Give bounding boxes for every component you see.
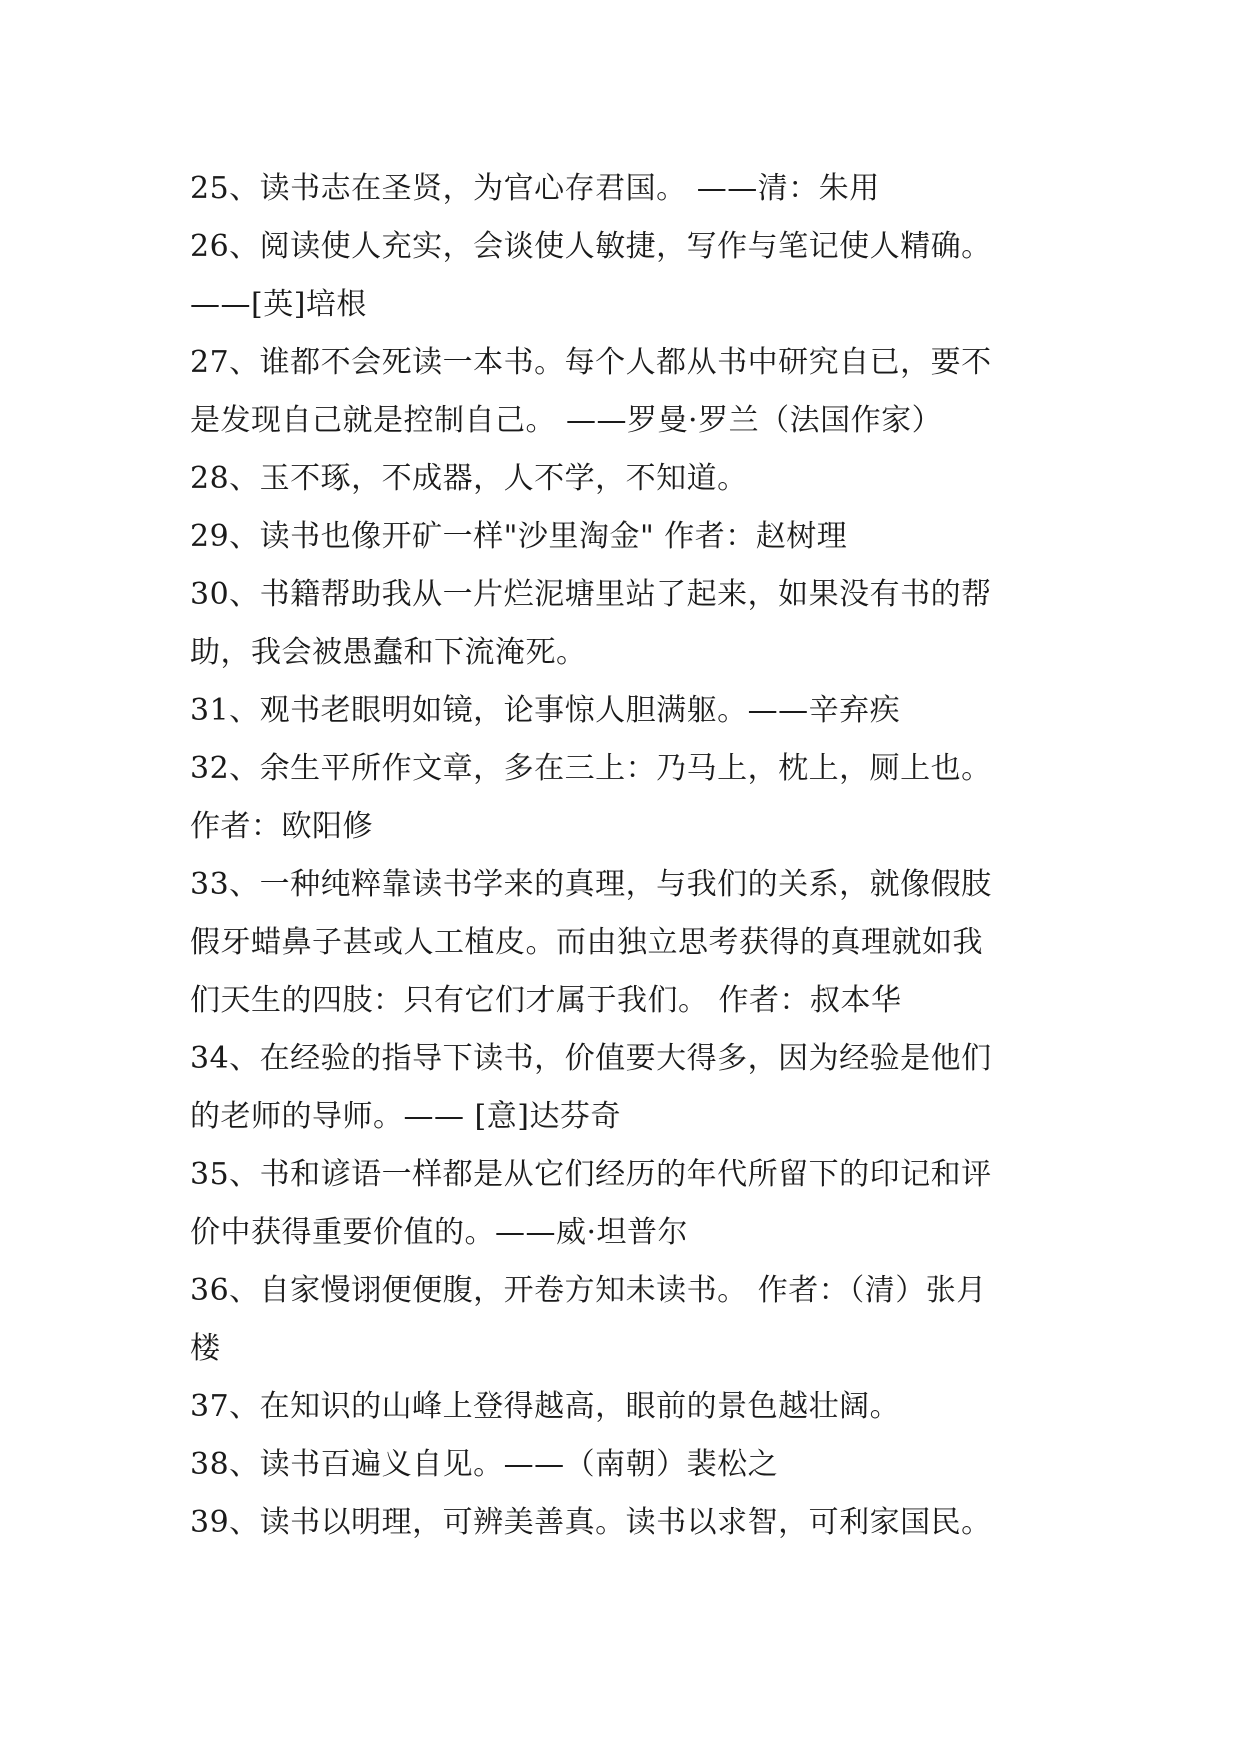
text-line: 35、书和谚语一样都是从它们经历的年代所留下的印记和评 <box>190 1157 992 1192</box>
text-line: 助，我会被愚蠢和下流淹死。 <box>190 635 587 670</box>
quote-list <box>190 160 1090 1552</box>
text-line: 们天生的四肢：只有它们才属于我们。 作者：叔本华 <box>190 983 902 1018</box>
text-line: 的老师的导师。—— [意]达芬奇 <box>190 1099 621 1134</box>
text-line: 34、在经验的指导下读书，价值要大得多，因为经验是他们 <box>190 1041 992 1076</box>
text-line: 价中获得重要价值的。——威·坦普尔 <box>190 1215 689 1250</box>
text-line: 27、谁都不会死读一本书。每个人都从书中研究自已，要不 <box>190 345 992 380</box>
text-line: 32、余生平所作文章，多在三上：乃马上，枕上，厕上也。 <box>190 751 992 786</box>
text-line: 36、自家慢诩便便腹，开卷方知未读书。 作者：（清）张月 <box>190 1273 987 1308</box>
text-line: 29、读书也像开矿一样"沙里淘金" 作者：赵树理 <box>190 519 848 554</box>
text-line: 是发现自己就是控制自己。 ——罗曼·罗兰（法国作家） <box>190 403 943 438</box>
text-line: ——[英]培根 <box>190 287 367 322</box>
text-line: 28、玉不琢，不成器，人不学，不知道。 <box>190 461 748 496</box>
text-line: 作者：欧阳修 <box>190 809 373 844</box>
text-line: 25、读书志在圣贤，为官心存君国。 ——清：朱用 <box>190 171 880 206</box>
text-line: 31、观书老眼明如镜，论事惊人胆满躯。——辛弃疾 <box>190 693 901 728</box>
text-line: 楼 <box>190 1331 221 1366</box>
text-line: 38、读书百遍义自见。——（南朝）裴松之 <box>190 1447 779 1482</box>
text-line: 30、书籍帮助我从一片烂泥塘里站了起来，如果没有书的帮 <box>190 577 992 612</box>
text-line: 26、阅读使人充实，会谈使人敏捷，写作与笔记使人精确。 <box>190 229 992 264</box>
text-line: 假牙蜡鼻子甚或人工植皮。而由独立思考获得的真理就如我 <box>190 925 983 960</box>
text-line: 33、一种纯粹靠读书学来的真理，与我们的关系，就像假肢 <box>190 867 992 902</box>
text-line: 37、在知识的山峰上登得越高，眼前的景色越壮阔。 <box>190 1389 901 1424</box>
text-line: 39、读书以明理，可辨美善真。读书以求智，可利家国民。 <box>190 1505 992 1540</box>
